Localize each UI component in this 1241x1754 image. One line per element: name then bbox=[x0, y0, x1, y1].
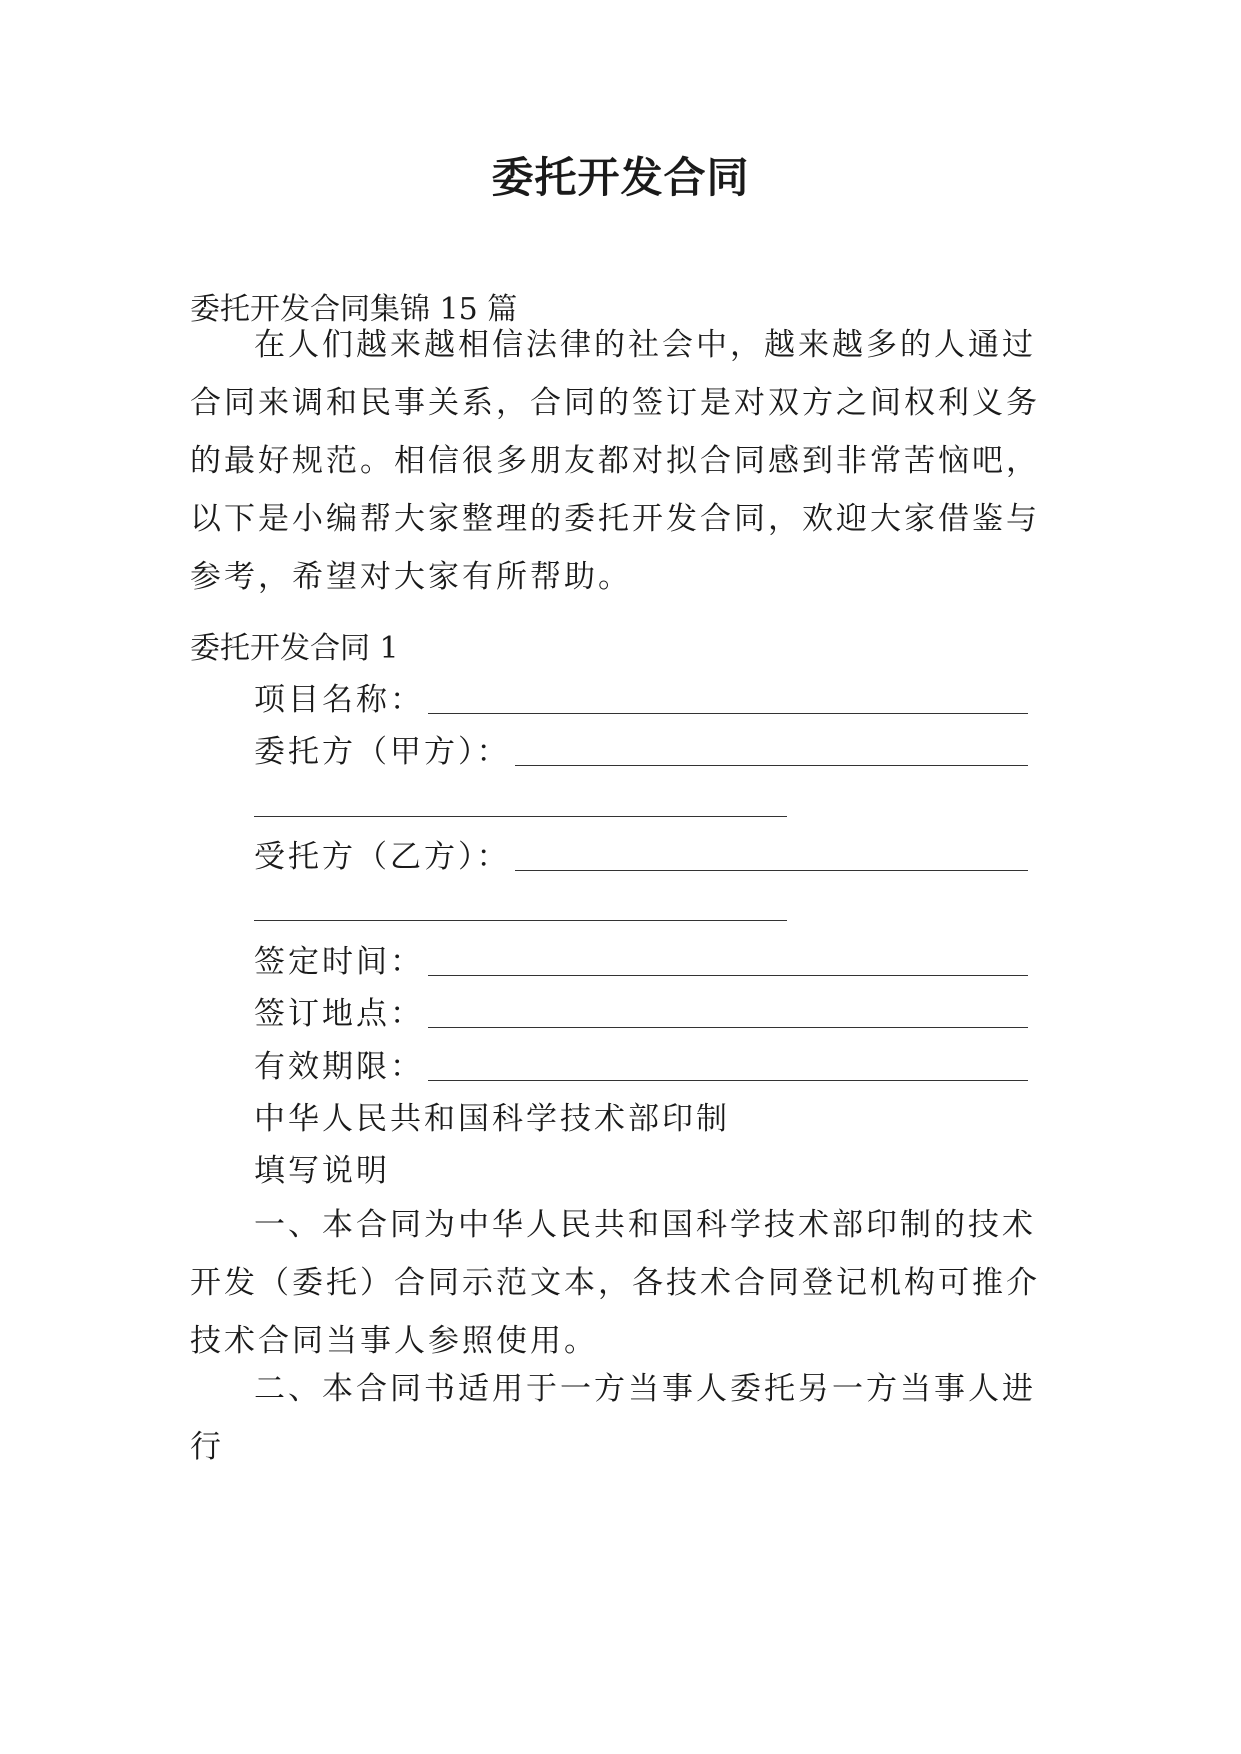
field-party-b-blank bbox=[515, 869, 1029, 871]
field-sign-time bbox=[254, 938, 1028, 982]
field-validity bbox=[254, 1043, 1028, 1087]
intro-paragraph: 在人们越来越相信法律的社会中，越来越多的人通过合同来调和民事关系，合同的签订是对双方之间权利义务的最好规范。相信很多朋友都对拟合同感到非常苦恼吧，以下是小编帮大家整理的委托开发合同，欢迎大家借鉴与参考，希望对大家有所帮助。 bbox=[190, 327, 1040, 595]
field-party-b-label: 受托方（乙方）： bbox=[254, 839, 511, 875]
field-sign-place bbox=[254, 990, 1028, 1034]
field-validity-label: 有效期限： bbox=[254, 1049, 424, 1085]
field-project-name bbox=[254, 676, 1028, 720]
field-party-b bbox=[254, 833, 1028, 877]
field-project-name-blank bbox=[428, 712, 1028, 714]
field-party-a-blank-continued bbox=[254, 815, 787, 817]
printer-line: 中华人民共和国科学技术部印制 bbox=[254, 1101, 730, 1137]
instructions-heading: 填写说明 bbox=[254, 1153, 390, 1189]
field-sign-place-label: 签订地点： bbox=[254, 996, 424, 1032]
field-party-a bbox=[254, 728, 1028, 772]
field-sign-time-label: 签定时间： bbox=[254, 944, 424, 980]
instruction-item-2: 二、本合同书适用于一方当事人委托另一方当事人进行 bbox=[190, 1371, 1036, 1465]
document-title: 委托开发合同 bbox=[491, 153, 750, 202]
field-sign-time-blank bbox=[428, 974, 1028, 976]
field-validity-blank bbox=[428, 1079, 1028, 1081]
instruction-item-1: 一、本合同为中华人民共和国科学技术部印制的技术开发（委托）合同示范文本，各技术合同登记机构可推介技术合同当事人参照使用。 bbox=[190, 1207, 1040, 1359]
field-sign-place-blank bbox=[428, 1026, 1028, 1028]
field-project-name-label: 项目名称： bbox=[254, 682, 424, 718]
section-heading: 委托开发合同 1 bbox=[190, 631, 399, 666]
document-subtitle: 委托开发合同集锦 15 篇 bbox=[190, 292, 518, 327]
field-party-a-label: 委托方（甲方）： bbox=[254, 734, 511, 770]
field-party-b-blank-continued bbox=[254, 919, 787, 921]
field-party-a-blank bbox=[515, 764, 1029, 766]
